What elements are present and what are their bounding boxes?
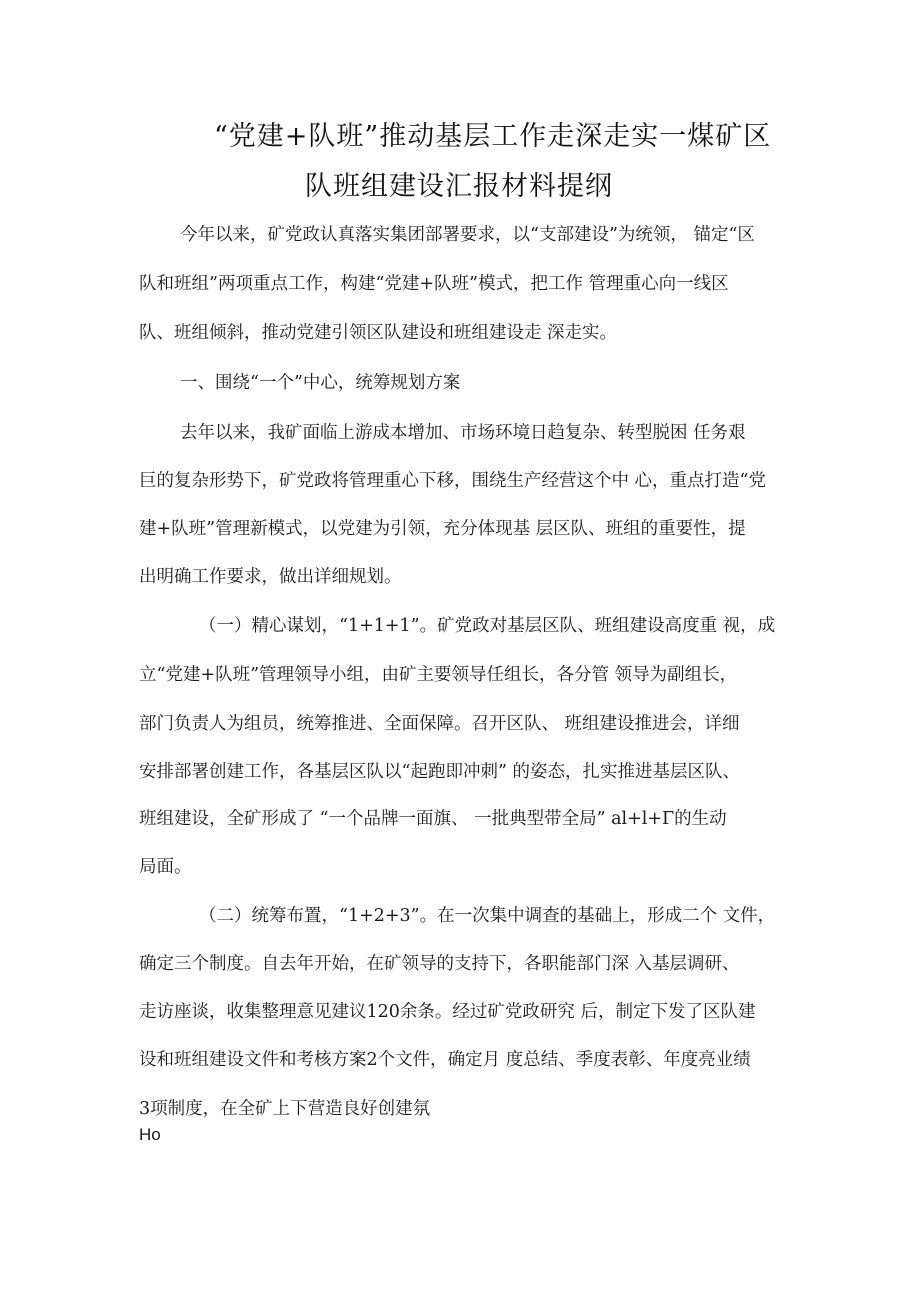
- body-text-line: 今年以来，矿党政认真落实集团部署要求，以“支部建设”为统领， 锚定“区: [180, 225, 755, 245]
- body-text-line: 安排部署创建工作，各基层区队以“起跑即冲刺” 的姿态，扎实推进基层区队、: [139, 762, 740, 782]
- body-text-line: 队和班组”两项重点工作，构建“党建+队班”模式，把工作 管理重心向一线区: [139, 274, 729, 294]
- body-text-line: 巨的复杂形势下，矿党政将管理重心下移，围绕生产经营这个中 心，重点打造“党: [139, 471, 767, 491]
- body-text-line: 走访座谈，收集整理意见建议120余条。经过矿党政研究 后，制定下发了区队建: [139, 1002, 756, 1022]
- body-text-line: 立“党建+队班”管理领导小组，由矿主要领导任组长，各分管 领导为副组长，: [139, 665, 738, 685]
- body-text-line: 局面。: [139, 857, 192, 877]
- trailing-text: Ho: [139, 1125, 161, 1144]
- section-heading: 一、围绕“一个”中心，统筹规划方案: [180, 373, 461, 393]
- body-text-line: 去年以来，我矿面临上游成本增加、市场环境日趋复杂、转型脱困 任务艰: [180, 423, 746, 443]
- body-text-line: 部门负责人为组员，统筹推进、全面保障。召开区队、 班组建设推进会，详细: [139, 714, 740, 734]
- document-title-line-2: 队班组建设汇报材料提纲: [305, 171, 613, 202]
- body-text-line: 班组建设，全矿形成了 “一个品牌一面旗、 一批典型带全局” al+l+Γ的生动: [139, 809, 727, 829]
- body-text-line: 确定三个制度。自去年开始，在矿领导的支持下，各职能部门深 入基层调研、: [139, 954, 740, 974]
- body-text-line: 队、班组倾斜，推动党建引领区队建设和班组建设走 深走实。: [139, 323, 618, 343]
- body-text-line: 3项制度，在全矿上下营造良好创建氛: [139, 1099, 431, 1119]
- body-text-line: （二）统筹布置，“1+2+3”。在一次集中调查的基础上，形成二个 文件，: [199, 906, 776, 926]
- document-title-line-1: “党建+队班”推动基层工作走深走实一煤矿区: [214, 121, 772, 152]
- body-text-line: （一）精心谋划，“1+1+1”。矿党政对基层区队、班组建设高度重 视，成: [199, 616, 776, 636]
- body-text-line: 建+队班”管理新模式，以党建为引领，充分体现基 层区队、班组的重要性，提: [139, 519, 746, 539]
- body-text-line: 设和班组建设文件和考核方案2个文件，确定月 度总结、季度表彰、年度亮业绩: [139, 1050, 751, 1070]
- body-text-line: 出明确工作要求，做出详细规划。: [139, 567, 402, 587]
